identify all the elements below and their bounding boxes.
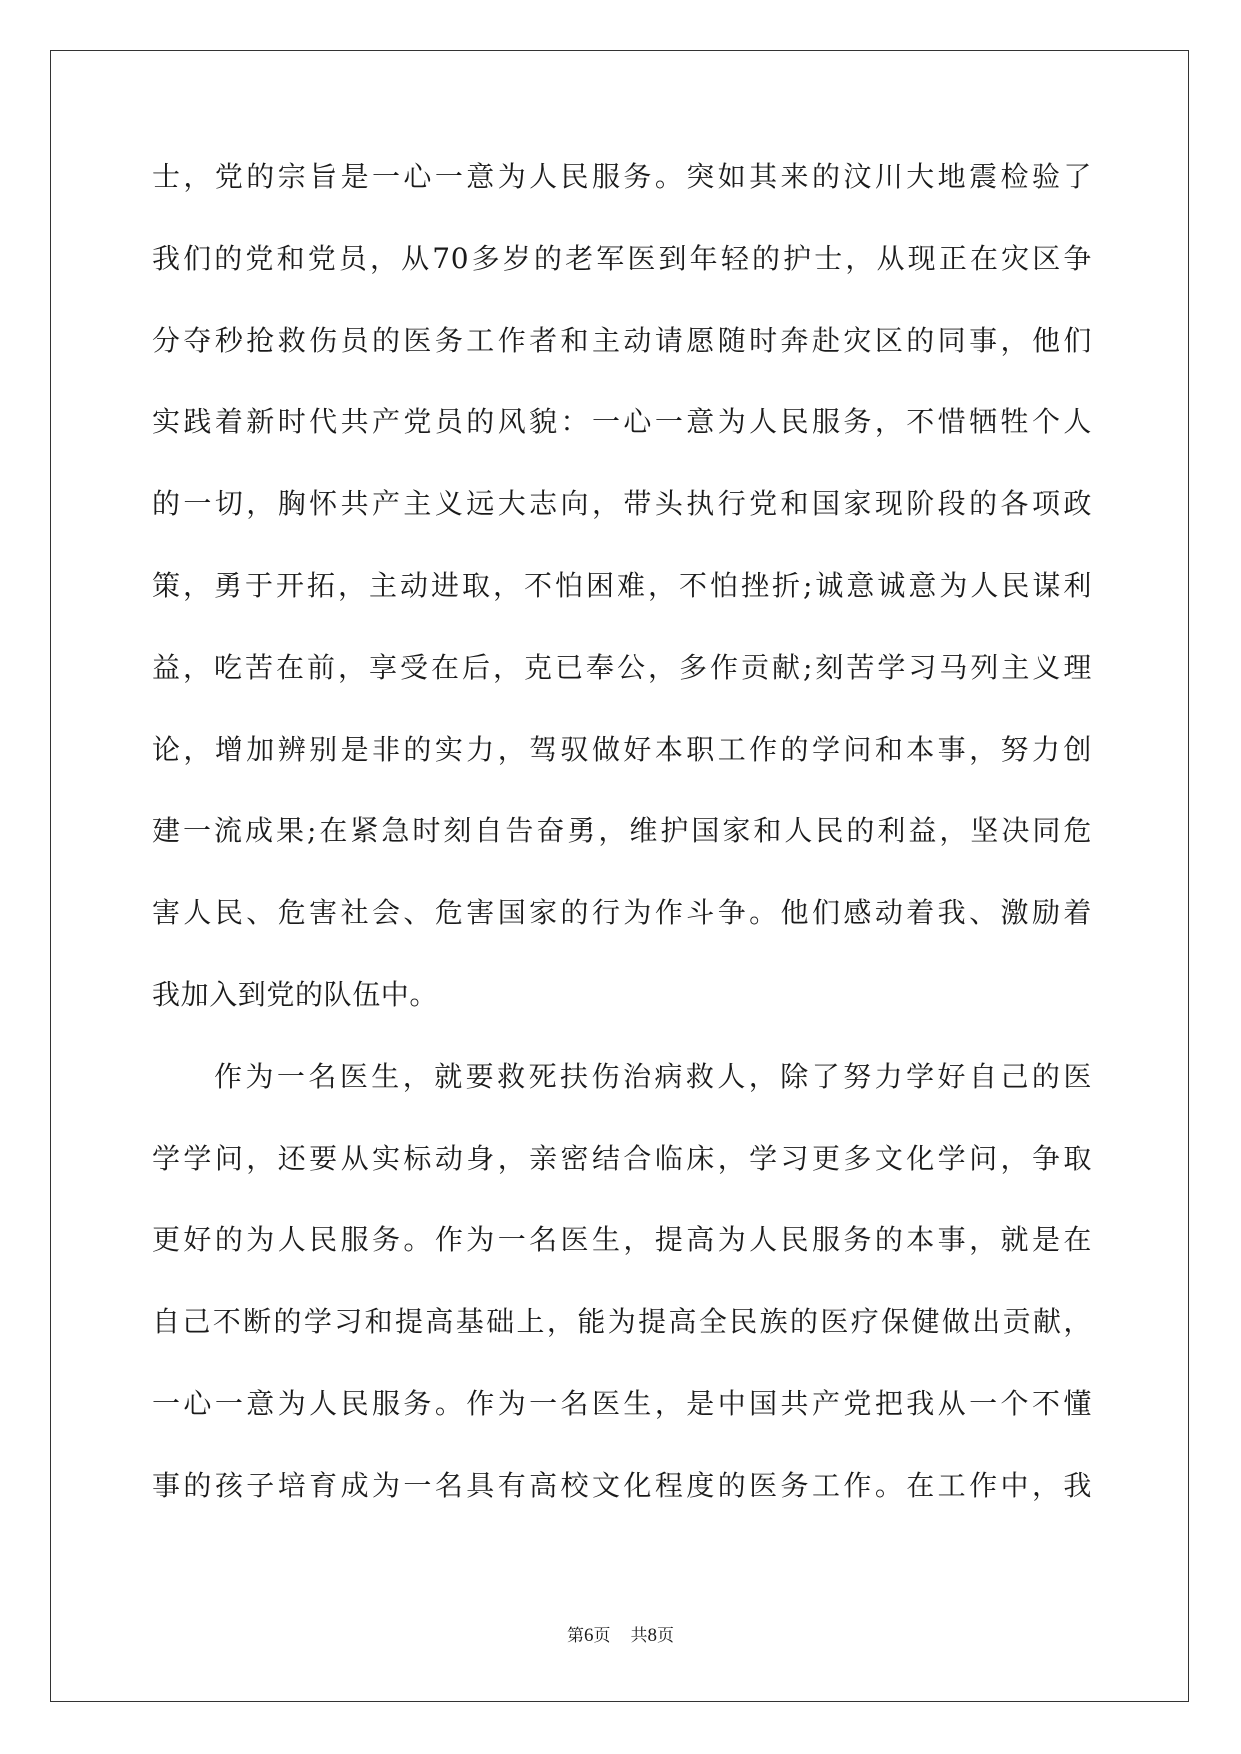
footer-total-pages: 8 — [647, 1625, 657, 1646]
text-line: 害人民、危害社会、危害国家的行为作斗争。他们感动着我、激励着 — [152, 896, 1092, 930]
text-line: 论，增加辨别是非的实力，驾驭做好本职工作的学问和本事，努力创 — [152, 732, 1092, 766]
footer-page-prefix: 第 — [567, 1626, 584, 1646]
footer-page-number: 6 — [584, 1625, 594, 1646]
text-line-paragraph-start: 作为一名医生，就要救死扶伤治病救人，除了努力学好自己的医 — [214, 1059, 1092, 1093]
text-line: 事的孩子培育成为一名具有高校文化程度的医务工作。在工作中，我 — [152, 1468, 1092, 1502]
text-line: 分夺秒抢救伤员的医务工作者和主动请愿随时奔赴灾区的同事，他们 — [152, 323, 1092, 357]
text-line: 实践着新时代共产党员的风貌：一心一意为人民服务，不惜牺牲个人 — [152, 405, 1092, 439]
text-line: 自己不断的学习和提高基础上，能为提高全民族的医疗保健做出贡献， — [152, 1305, 1092, 1339]
document-body — [152, 157, 1092, 1548]
text-line: 士，党的宗旨是一心一意为人民服务。突如其来的汶川大地震检验了 — [152, 160, 1092, 193]
footer-total-suffix: 页 — [657, 1626, 674, 1646]
page-footer — [0, 1625, 1241, 1647]
text-line: 的一切，胸怀共产主义远大志向，带头执行党和国家现阶段的各项政 — [152, 487, 1092, 521]
footer-total-prefix: 共 — [630, 1626, 648, 1646]
text-line: 更好的为人民服务。作为一名医生，提高为人民服务的本事，就是在 — [152, 1223, 1092, 1257]
text-line: 学学问，还要从实标动身，亲密结合临床，学习更多文化学问，争取 — [152, 1141, 1092, 1175]
text-line: 我们的党和党员，从70多岁的老军医到年轻的护士，从现正在灾区争 — [152, 241, 1092, 275]
text-line-paragraph-end: 我加入到党的队伍中。 — [152, 977, 439, 1011]
text-line: 建一流成果;在紧急时刻自告奋勇，维护国家和人民的利益，坚决同危 — [152, 814, 1092, 848]
text-line: 一心一意为人民服务。作为一名医生，是中国共产党把我从一个不懂 — [152, 1386, 1092, 1420]
footer-page-suffix: 页 — [593, 1626, 611, 1646]
text-line: 益，吃苦在前，享受在后，克已奉公，多作贡献;刻苦学习马列主义理 — [152, 650, 1092, 684]
text-line: 策，勇于开拓，主动进取，不怕困难，不怕挫折;诚意诚意为人民谋利 — [152, 568, 1092, 602]
